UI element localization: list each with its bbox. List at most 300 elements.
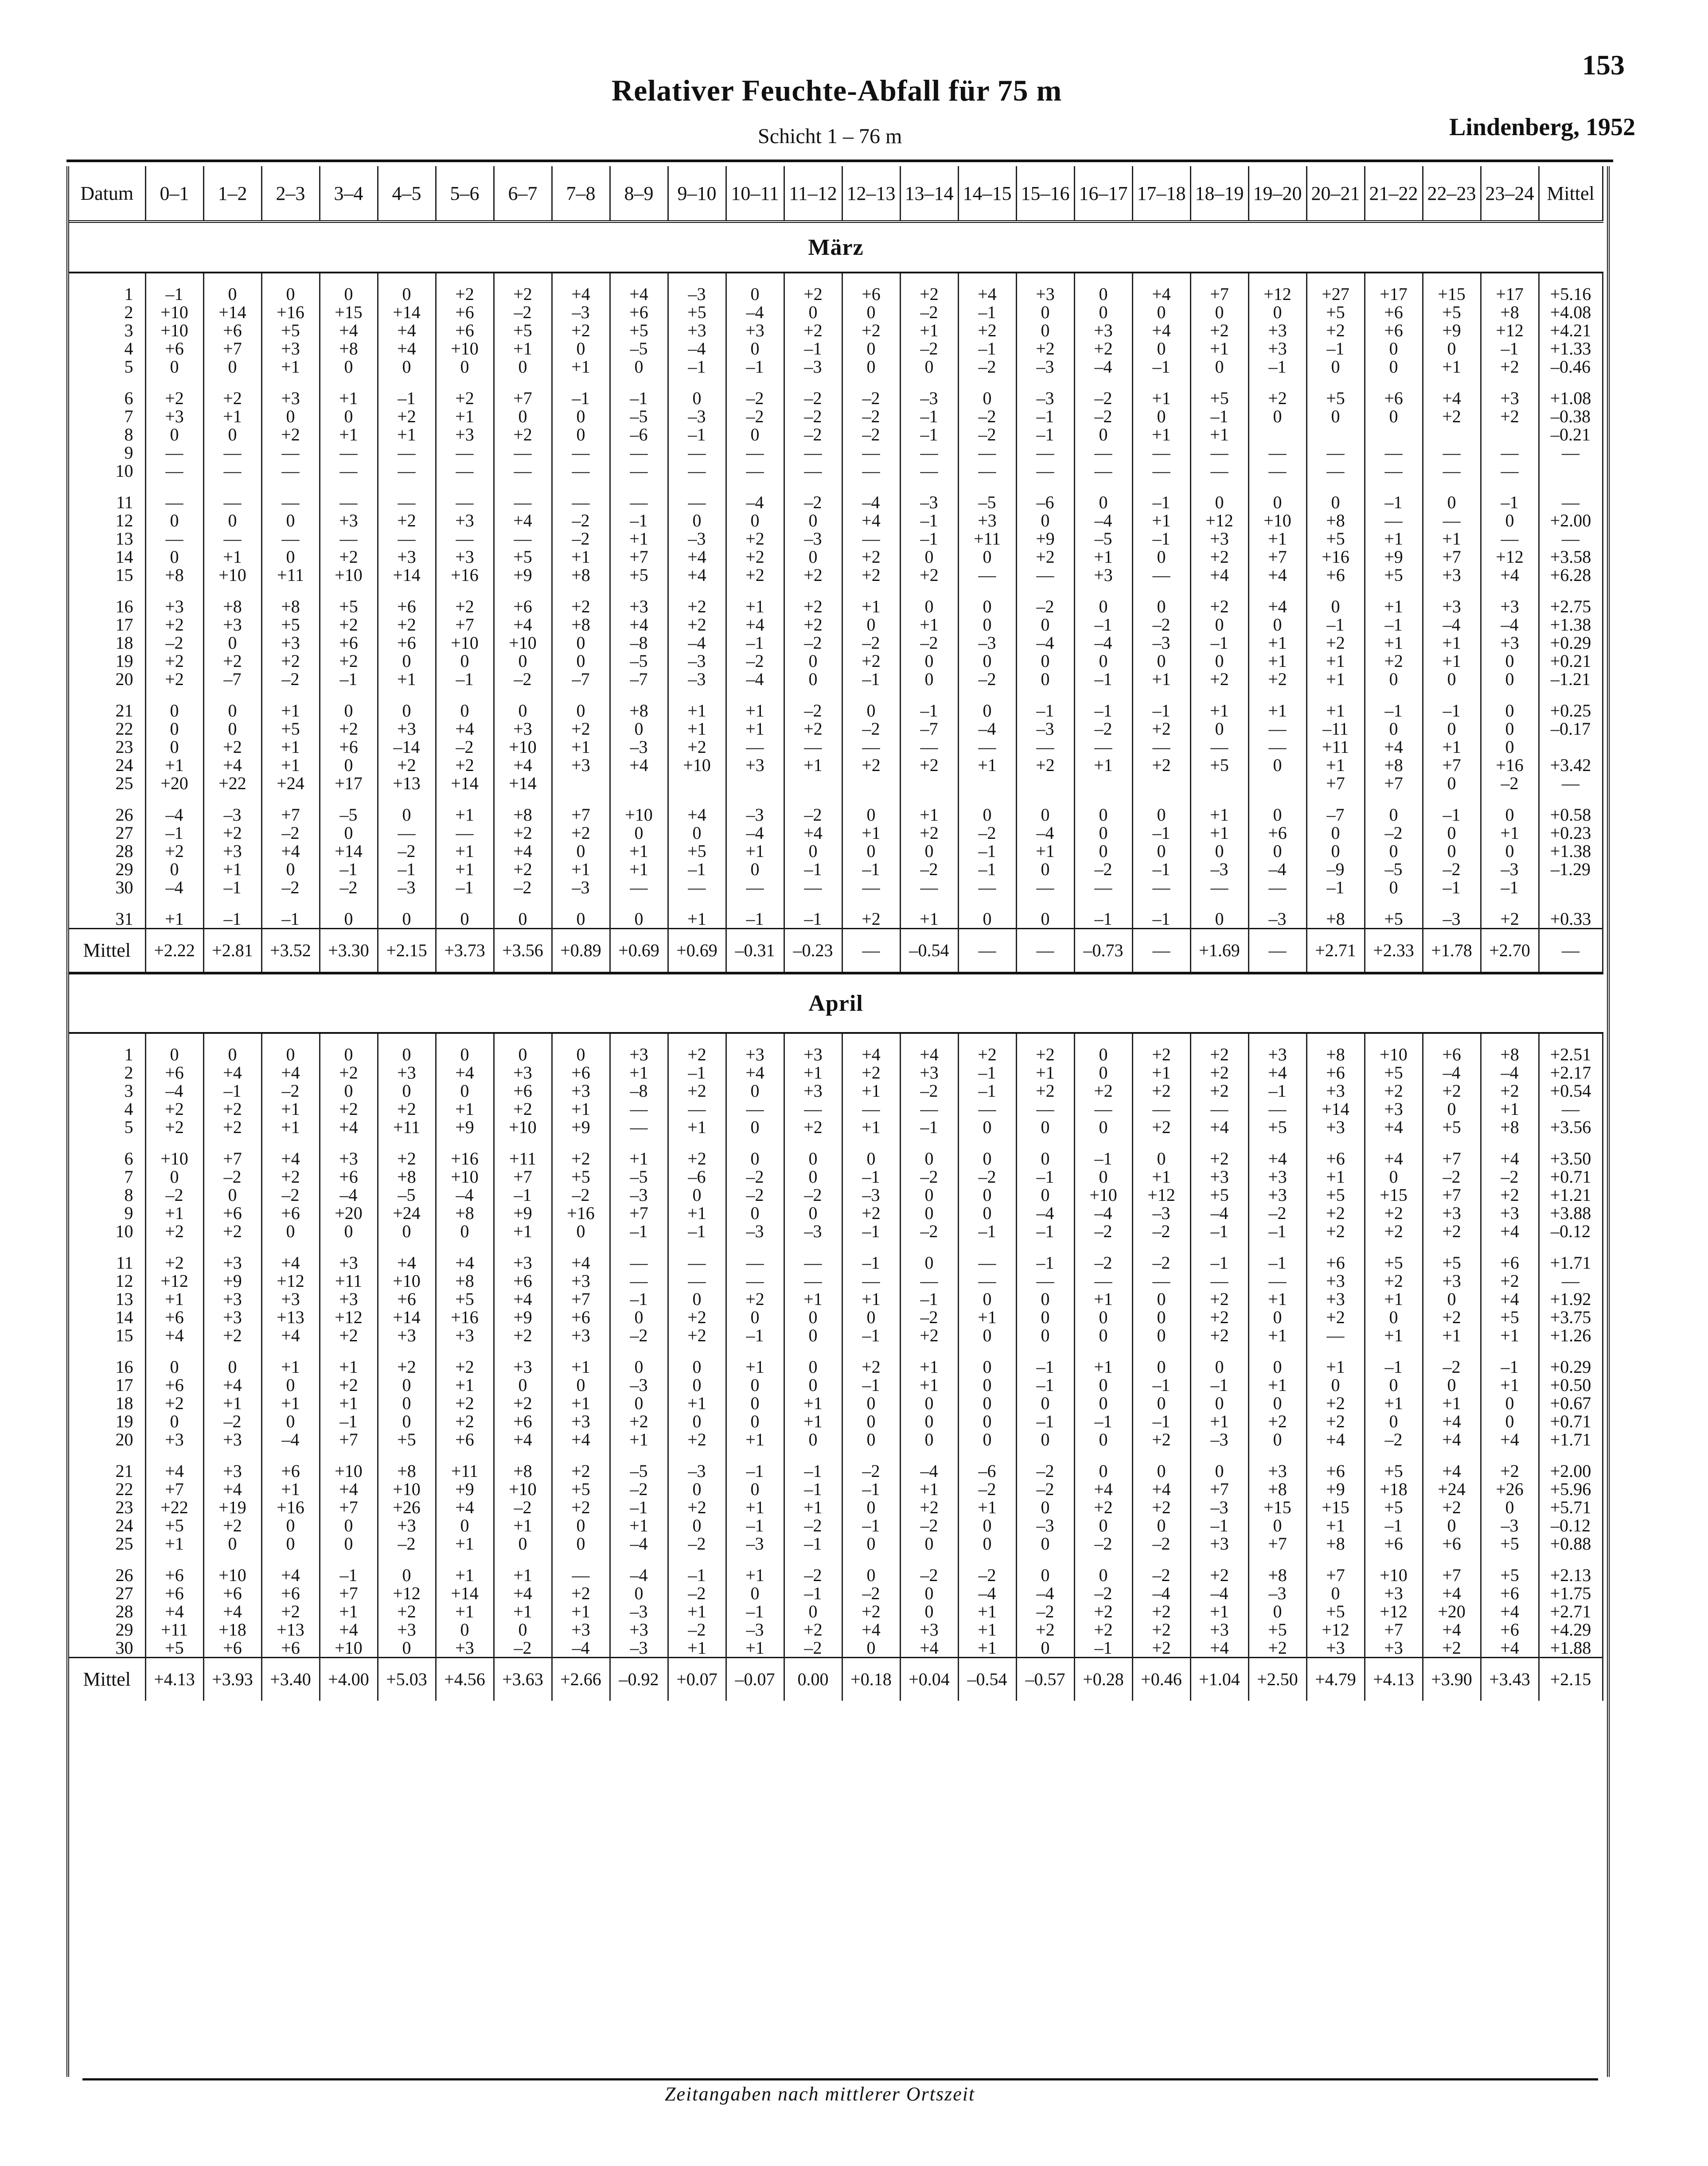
hourly-value-cell: +10 — [1365, 1566, 1423, 1584]
hourly-value-cell: +2 — [1016, 1082, 1074, 1100]
hourly-value-cell — [1248, 425, 1306, 444]
hourly-value-cell: –2 — [668, 1584, 726, 1602]
hourly-value-cell: — — [1132, 738, 1190, 756]
hourly-value-cell: +4 — [1423, 1584, 1481, 1602]
hourly-value-cell: –4 — [145, 878, 203, 896]
group-gap-row — [69, 1449, 1603, 1462]
day-label: 6 — [69, 389, 145, 407]
spacer-cell — [378, 273, 436, 285]
gap-cell — [842, 688, 900, 701]
hourly-value-cell: 0 — [1074, 806, 1132, 824]
hourly-value-cell: +5 — [1306, 530, 1365, 548]
hourly-value-cell: –11 — [1306, 720, 1365, 738]
hourly-value-cell: +6 — [145, 1566, 203, 1584]
hourly-value-cell: 0 — [320, 824, 378, 842]
hourly-value-cell: 0 — [1248, 616, 1306, 634]
hourly-value-cell: +2 — [726, 530, 784, 548]
hourly-value-cell: +2 — [1423, 1308, 1481, 1326]
hourly-value-cell: 0 — [958, 1535, 1016, 1553]
day-label: 13 — [69, 1290, 145, 1308]
hourly-value-cell: 0 — [1132, 1394, 1190, 1412]
hourly-value-cell: — — [958, 1272, 1016, 1290]
hourly-value-cell: 0 — [958, 1430, 1016, 1449]
daily-mean-cell: –1.29 — [1539, 860, 1603, 878]
gap-cell — [1539, 584, 1603, 597]
hourly-value-cell: +2 — [842, 321, 900, 339]
gap-cell — [1365, 1136, 1423, 1149]
mean-value-cell: +0.28 — [1074, 1658, 1132, 1701]
hourly-value-cell: +10 — [610, 806, 668, 824]
hourly-value-cell: 0 — [320, 1222, 378, 1240]
gap-cell — [1190, 792, 1248, 806]
hourly-value-cell: –4 — [320, 1186, 378, 1204]
hourly-value-cell: +1 — [1248, 701, 1306, 720]
hourly-value-cell: +7 — [1306, 1566, 1365, 1584]
hourly-value-cell: 0 — [842, 1430, 900, 1449]
hourly-value-cell: 0 — [1074, 425, 1132, 444]
hourly-value-cell: 0 — [1074, 1394, 1132, 1412]
hourly-value-cell: 0 — [726, 1412, 784, 1430]
gap-cell — [203, 896, 261, 910]
hourly-value-cell: — — [1132, 444, 1190, 462]
gap-cell — [1423, 1240, 1481, 1254]
table-row — [69, 444, 1603, 462]
hourly-value-cell: +6 — [1248, 824, 1306, 842]
gap-cell — [1539, 1344, 1603, 1358]
hourly-value-cell: +9 — [1423, 321, 1481, 339]
spacer-cell — [1074, 1033, 1132, 1045]
hourly-value-cell: +14 — [320, 842, 378, 860]
spacer-cell — [145, 1033, 203, 1045]
hourly-value-cell: +6 — [1365, 389, 1423, 407]
hourly-value-cell: — — [668, 1100, 726, 1118]
hourly-value-cell: –2 — [784, 634, 842, 652]
hourly-value-cell: 0 — [958, 652, 1016, 670]
daily-mean-cell: +0.71 — [1539, 1412, 1603, 1430]
gap-cell — [1016, 1344, 1074, 1358]
day-label: 23 — [69, 738, 145, 756]
hourly-value-cell: +8 — [494, 806, 552, 824]
hourly-value-cell: –3 — [958, 634, 1016, 652]
hourly-value-cell: +6 — [203, 1204, 261, 1222]
hourly-value-cell: — — [145, 493, 203, 511]
table-row — [69, 634, 1603, 652]
gap-cell — [726, 1449, 784, 1462]
spacer-cell — [1016, 1033, 1074, 1045]
hourly-value-cell: 0 — [784, 303, 842, 321]
hourly-value-cell: +2 — [1132, 1621, 1190, 1639]
hourly-value-cell: 0 — [145, 1412, 203, 1430]
hourly-value-cell: –4 — [900, 1462, 958, 1480]
gap-cell — [1365, 688, 1423, 701]
gap-cell — [1248, 1344, 1306, 1358]
hourly-value-cell: +2 — [842, 566, 900, 584]
hourly-value-cell: +16 — [261, 1498, 320, 1516]
hourly-value-cell: +2 — [552, 1462, 610, 1480]
hourly-value-cell: +1 — [320, 425, 378, 444]
hourly-value-cell: +20 — [320, 1204, 378, 1222]
hourly-value-cell: +2 — [203, 652, 261, 670]
hourly-value-cell: –1 — [1365, 493, 1423, 511]
hourly-value-cell: 0 — [958, 1516, 1016, 1535]
hourly-value-cell: +1 — [261, 1100, 320, 1118]
mean-value-cell: –0.57 — [1016, 1658, 1074, 1701]
hourly-value-cell: 0 — [1365, 878, 1423, 896]
hourly-value-cell: –2 — [494, 303, 552, 321]
mean-value-cell: +0.89 — [552, 929, 610, 974]
hourly-value-cell: 0 — [436, 652, 494, 670]
hourly-value-cell: +1 — [436, 1100, 494, 1118]
hourly-value-cell: 0 — [900, 1394, 958, 1412]
table-row — [69, 616, 1603, 634]
gap-cell — [958, 1136, 1016, 1149]
hourly-value-cell: +2 — [378, 1602, 436, 1621]
hourly-value-cell: –4 — [1074, 634, 1132, 652]
hourly-value-cell: +4 — [1481, 1149, 1539, 1168]
hourly-value-cell: 0 — [1016, 1498, 1074, 1516]
spacer-cell — [610, 1033, 668, 1045]
column-header-hour: 14–15 — [958, 166, 1016, 222]
hourly-value-cell: +1 — [1423, 634, 1481, 652]
hourly-value-cell: –4 — [1074, 511, 1132, 530]
hourly-value-cell: 0 — [900, 1602, 958, 1621]
gap-cell — [1190, 1240, 1248, 1254]
hourly-value-cell: +2 — [494, 1394, 552, 1412]
gap-cell — [203, 1553, 261, 1566]
hourly-value-cell: +14 — [494, 774, 552, 792]
hourly-value-cell: –1 — [203, 878, 261, 896]
hourly-value-cell: 0 — [436, 910, 494, 929]
hourly-value-cell: +1 — [726, 1358, 784, 1376]
hourly-value-cell: +1 — [784, 1394, 842, 1412]
hourly-value-cell: +12 — [1190, 511, 1248, 530]
gap-cell — [494, 480, 552, 493]
hourly-value-cell: –1 — [378, 389, 436, 407]
day-label: 19 — [69, 1412, 145, 1430]
hourly-value-cell: +2 — [610, 1412, 668, 1430]
hourly-value-cell: +2 — [320, 1064, 378, 1082]
hourly-value-cell: –2 — [436, 738, 494, 756]
gap-cell — [1132, 1344, 1190, 1358]
hourly-value-cell: — — [784, 878, 842, 896]
table-row — [69, 548, 1603, 566]
hourly-value-cell: — — [1306, 444, 1365, 462]
hourly-value-cell: +4 — [1248, 566, 1306, 584]
hourly-value-cell: 0 — [842, 1566, 900, 1584]
mean-value-cell: +2.70 — [1481, 929, 1539, 974]
hourly-value-cell: +6 — [436, 303, 494, 321]
table-row — [69, 806, 1603, 824]
hourly-value-cell: 0 — [494, 701, 552, 720]
hourly-value-cell: — — [610, 878, 668, 896]
hourly-value-cell: +1 — [842, 1118, 900, 1136]
hourly-value-cell: 0 — [1365, 407, 1423, 425]
hourly-value-cell: 0 — [1016, 1639, 1074, 1658]
hourly-value-cell: +3 — [261, 389, 320, 407]
table-row — [69, 878, 1603, 896]
hourly-value-cell: 0 — [494, 1621, 552, 1639]
hourly-value-cell: +4 — [494, 756, 552, 774]
hourly-value-cell: 0 — [1074, 1168, 1132, 1186]
hourly-value-cell: –4 — [842, 493, 900, 511]
hourly-value-cell: 0 — [784, 1168, 842, 1186]
hourly-value-cell: 0 — [1016, 1430, 1074, 1449]
hourly-value-cell: –4 — [145, 806, 203, 824]
hourly-value-cell: +10 — [436, 339, 494, 358]
hourly-value-cell: +1 — [1248, 1326, 1306, 1344]
hourly-value-cell: +13 — [261, 1621, 320, 1639]
hourly-value-cell: 0 — [784, 1358, 842, 1376]
gap-cell — [784, 1240, 842, 1254]
hourly-value-cell: 0 — [1306, 842, 1365, 860]
gap-cell — [436, 896, 494, 910]
hourly-value-cell: –1 — [1016, 1222, 1074, 1240]
hourly-value-cell: –3 — [726, 1535, 784, 1553]
hourly-value-cell: +2 — [145, 670, 203, 688]
hourly-value-cell: +2 — [900, 566, 958, 584]
hourly-value-cell: –7 — [552, 670, 610, 688]
hourly-value-cell: +4 — [494, 1584, 552, 1602]
hourly-value-cell: +4 — [261, 1064, 320, 1082]
daily-mean-cell: +5.96 — [1539, 1480, 1603, 1498]
gap-cell — [900, 480, 958, 493]
hourly-value-cell: +4 — [261, 1149, 320, 1168]
hourly-value-cell: +3 — [145, 407, 203, 425]
hourly-value-cell: +9 — [494, 566, 552, 584]
hourly-value-cell: +15 — [1423, 285, 1481, 303]
hourly-value-cell: +2 — [378, 756, 436, 774]
hourly-value-cell: 0 — [552, 425, 610, 444]
column-header-hour: 10–11 — [726, 166, 784, 222]
day-label: 10 — [69, 1222, 145, 1240]
hourly-value-cell: –3 — [610, 1186, 668, 1204]
hourly-value-cell: –4 — [552, 1639, 610, 1658]
spacer-cell — [784, 1033, 842, 1045]
gap-cell — [1190, 688, 1248, 701]
hourly-value-cell: 0 — [842, 339, 900, 358]
hourly-value-cell: +11 — [1306, 738, 1365, 756]
hourly-value-cell: +7 — [494, 389, 552, 407]
hourly-value-cell: +8 — [1306, 1045, 1365, 1064]
hourly-value-cell: –1 — [1074, 701, 1132, 720]
hourly-value-cell: 0 — [900, 1535, 958, 1553]
gap-cell — [1423, 1449, 1481, 1462]
day-label: 11 — [69, 1254, 145, 1272]
page-title: Relativer Feuchte-Abfall für 75 m — [612, 74, 1062, 107]
hourly-value-cell: +10 — [668, 756, 726, 774]
hourly-value-cell: 0 — [1016, 1186, 1074, 1204]
gap-cell — [1132, 1136, 1190, 1149]
hourly-value-cell: –1 — [1132, 824, 1190, 842]
hourly-value-cell: 0 — [726, 1376, 784, 1394]
hourly-value-cell: 0 — [900, 1149, 958, 1168]
table-row — [69, 1045, 1603, 1064]
mean-value-cell: +3.90 — [1423, 1658, 1481, 1701]
column-header-hour: 8–9 — [610, 166, 668, 222]
hourly-value-cell: +1 — [726, 597, 784, 616]
hourly-value-cell: — — [610, 462, 668, 480]
hourly-value-cell: –3 — [610, 1376, 668, 1394]
spacer-cell — [145, 273, 203, 285]
hourly-value-cell: –2 — [842, 425, 900, 444]
hourly-value-cell: –1 — [1132, 910, 1190, 929]
daily-mean-cell: +4.21 — [1539, 321, 1603, 339]
hourly-value-cell: +5 — [668, 842, 726, 860]
hourly-value-cell: –2 — [842, 1462, 900, 1480]
hourly-value-cell: +2 — [1074, 1082, 1132, 1100]
day-label: 21 — [69, 1462, 145, 1480]
hourly-value-cell: 0 — [668, 1516, 726, 1535]
hourly-value-cell: +7 — [320, 1430, 378, 1449]
day-label: 28 — [69, 842, 145, 860]
hourly-value-cell: 0 — [1190, 616, 1248, 634]
table-row — [69, 756, 1603, 774]
hourly-value-cell: –2 — [552, 530, 610, 548]
hourly-value-cell: 0 — [610, 358, 668, 376]
hourly-value-cell: +6 — [1306, 1064, 1365, 1082]
table-row — [69, 652, 1603, 670]
day-label: 25 — [69, 774, 145, 792]
hourly-value-cell: +5 — [261, 720, 320, 738]
daily-mean-cell: +2.51 — [1539, 1045, 1603, 1064]
hourly-value-cell: 0 — [1132, 407, 1190, 425]
hourly-value-cell: +2 — [900, 756, 958, 774]
gap-cell — [1306, 688, 1365, 701]
hourly-value-cell: +12 — [1248, 285, 1306, 303]
hourly-value-cell: 0 — [1423, 339, 1481, 358]
hourly-value-cell: +2 — [842, 1602, 900, 1621]
hourly-value-cell: 0 — [1481, 1412, 1539, 1430]
hourly-value-cell: 0 — [900, 1584, 958, 1602]
hourly-value-cell: +3 — [320, 1290, 378, 1308]
hourly-value-cell: 0 — [1365, 720, 1423, 738]
hourly-value-cell: –2 — [1016, 1462, 1074, 1480]
hourly-value-cell: 0 — [1248, 756, 1306, 774]
day-label: 20 — [69, 670, 145, 688]
hourly-value-cell: –4 — [261, 1430, 320, 1449]
gap-cell — [378, 1449, 436, 1462]
hourly-value-cell: +2 — [900, 824, 958, 842]
hourly-value-cell: +3 — [1248, 1168, 1306, 1186]
hourly-value-cell: +6 — [1306, 566, 1365, 584]
table-row — [69, 511, 1603, 530]
gap-cell — [1016, 1553, 1074, 1566]
hourly-value-cell: –1 — [842, 1376, 900, 1394]
hourly-value-cell: 0 — [320, 910, 378, 929]
hourly-value-cell: 0 — [900, 597, 958, 616]
hourly-value-cell: –1 — [494, 1186, 552, 1204]
mean-value-cell: +2.15 — [378, 929, 436, 974]
hourly-value-cell: +1 — [1365, 634, 1423, 652]
hourly-value-cell: –1 — [1016, 425, 1074, 444]
hourly-value-cell: 0 — [726, 1480, 784, 1498]
hourly-value-cell: 0 — [1306, 1376, 1365, 1394]
hourly-value-cell: –1 — [1016, 1254, 1074, 1272]
hourly-value-cell: +4 — [378, 339, 436, 358]
hourly-value-cell: –2 — [784, 1566, 842, 1584]
table-row — [69, 1535, 1603, 1553]
gap-cell — [552, 584, 610, 597]
gap-cell — [668, 688, 726, 701]
hourly-value-cell: — — [610, 1254, 668, 1272]
gap-cell — [668, 584, 726, 597]
hourly-value-cell: –4 — [1074, 358, 1132, 376]
day-label: 5 — [69, 358, 145, 376]
hourly-value-cell: +2 — [842, 910, 900, 929]
hourly-value-cell: –4 — [436, 1186, 494, 1204]
hourly-value-cell: –4 — [145, 1082, 203, 1100]
hourly-value-cell: 0 — [1481, 720, 1539, 738]
hourly-value-cell: +2 — [145, 389, 203, 407]
hourly-value-cell: +1 — [1074, 548, 1132, 566]
hourly-value-cell: –7 — [1306, 806, 1365, 824]
hourly-value-cell: +8 — [1248, 1480, 1306, 1498]
hourly-value-cell: 0 — [842, 806, 900, 824]
table-row — [69, 1566, 1603, 1584]
gap-cell — [203, 688, 261, 701]
hourly-value-cell: –2 — [1074, 389, 1132, 407]
hourly-value-cell: +3 — [203, 1308, 261, 1326]
hourly-value-cell: +1 — [1248, 530, 1306, 548]
day-label: 19 — [69, 652, 145, 670]
hourly-value-cell: +1 — [726, 720, 784, 738]
hourly-value-cell: +1 — [1481, 824, 1539, 842]
hourly-value-cell: — — [552, 493, 610, 511]
hourly-value-cell: +2 — [1481, 407, 1539, 425]
day-label: 29 — [69, 860, 145, 878]
table-row — [69, 1290, 1603, 1308]
hourly-value-cell: +3 — [900, 1621, 958, 1639]
table-row — [69, 1358, 1603, 1376]
hourly-value-cell: 0 — [552, 842, 610, 860]
hourly-value-cell: +2 — [203, 738, 261, 756]
humidity-table — [69, 166, 1603, 1701]
table-row — [69, 1639, 1603, 1658]
hourly-value-cell: 0 — [1248, 1602, 1306, 1621]
hourly-value-cell: +1 — [668, 1118, 726, 1136]
gap-cell — [145, 584, 203, 597]
gap-cell — [900, 1136, 958, 1149]
gap-cell — [203, 792, 261, 806]
hourly-value-cell: +10 — [145, 1149, 203, 1168]
hourly-value-cell: –1 — [610, 389, 668, 407]
gap-cell — [1306, 1344, 1365, 1358]
hourly-value-cell: — — [610, 1272, 668, 1290]
hourly-value-cell: +1 — [1365, 1326, 1423, 1344]
hourly-value-cell: +2 — [1481, 910, 1539, 929]
mean-value-cell: +0.18 — [842, 1658, 900, 1701]
hourly-value-cell: +2 — [1190, 321, 1248, 339]
hourly-value-cell: — — [1190, 1272, 1248, 1290]
hourly-value-cell: +17 — [1481, 285, 1539, 303]
daily-mean-cell: +2.00 — [1539, 1462, 1603, 1480]
hourly-value-cell: — — [610, 444, 668, 462]
hourly-value-cell: 0 — [958, 389, 1016, 407]
hourly-value-cell: +4 — [378, 321, 436, 339]
mean-value-cell: +2.81 — [203, 929, 261, 974]
daily-mean-cell: –0.17 — [1539, 720, 1603, 738]
hourly-value-cell: –8 — [610, 1082, 668, 1100]
hourly-value-cell: –2 — [726, 1186, 784, 1204]
hourly-value-cell: –1 — [726, 1516, 784, 1535]
hourly-value-cell: — — [1365, 462, 1423, 480]
hourly-value-cell: 0 — [1365, 806, 1423, 824]
hourly-value-cell: — — [958, 1100, 1016, 1118]
hourly-value-cell: 0 — [842, 1498, 900, 1516]
column-header-hour: 12–13 — [842, 166, 900, 222]
hourly-value-cell: +5 — [552, 1480, 610, 1498]
hourly-value-cell: +2 — [145, 616, 203, 634]
